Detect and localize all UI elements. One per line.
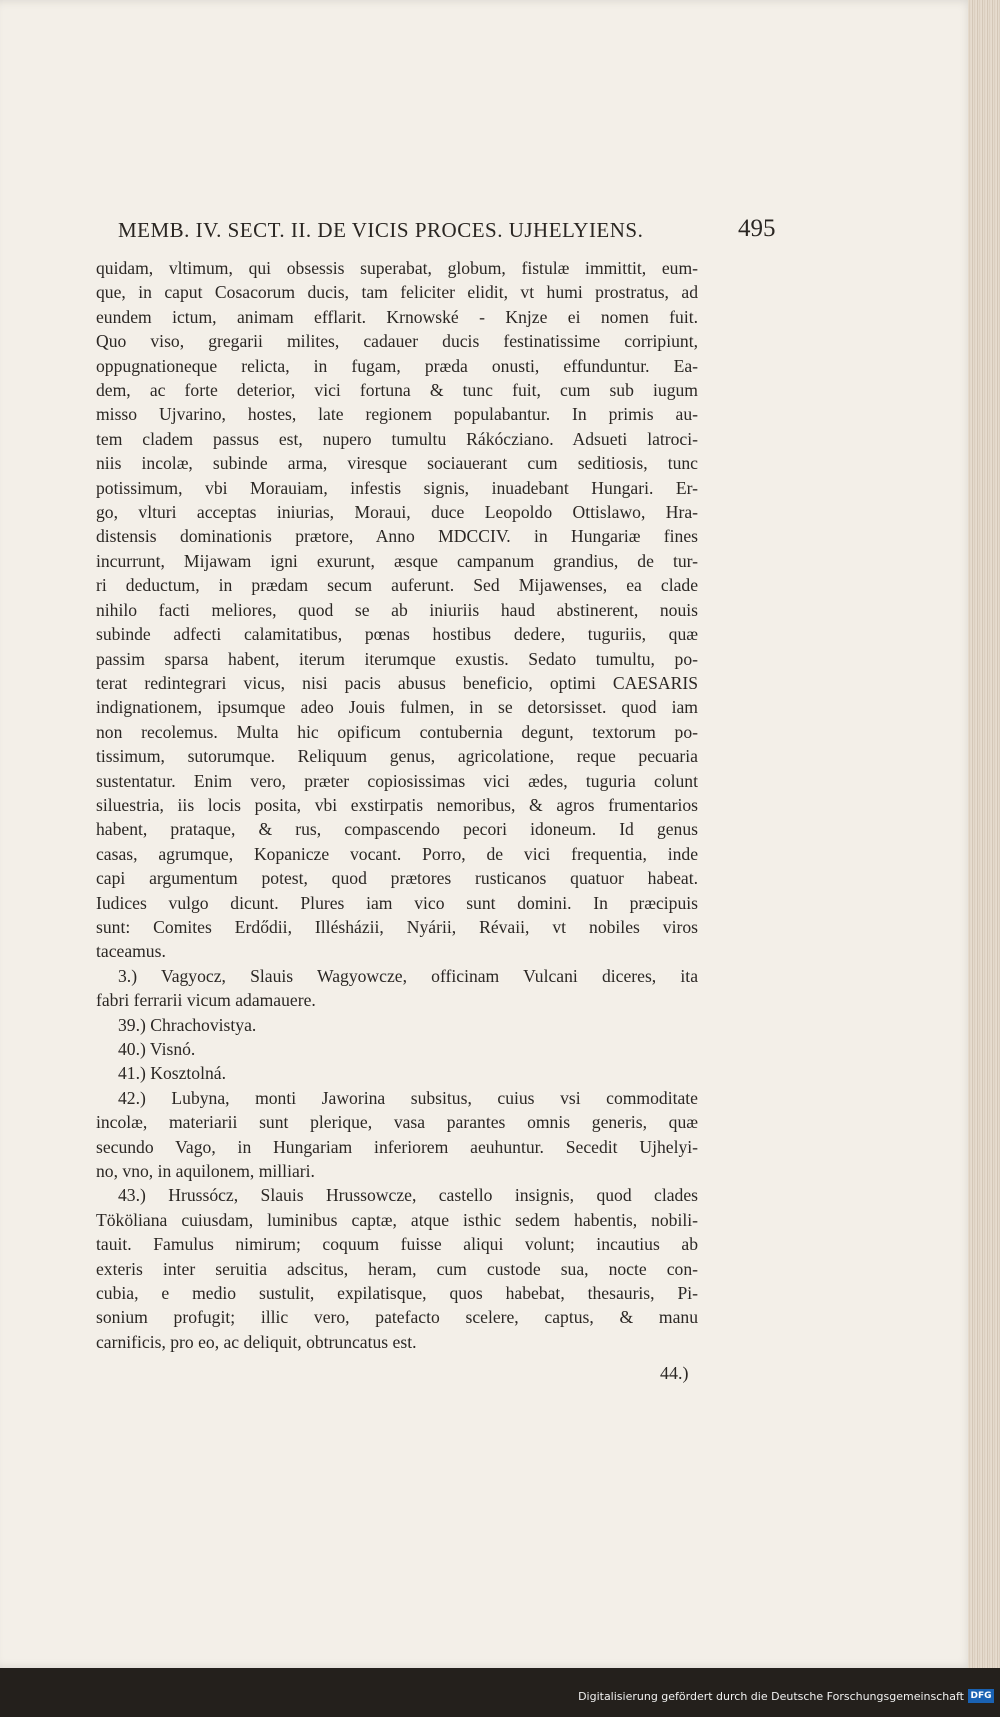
text-line: terat redintegrari vicus, nisi pacis abusus beneficio, optimi CAESARIS [96, 672, 698, 693]
text-line: indignationem, ipsumque adeo Jouis fulmen, in se detorsisset. quod iam [96, 697, 698, 718]
text-line: siluestria, iis locis posita, vbi exstirpatis nemoribus, & agros frumentarios [96, 794, 698, 815]
text-line: go, vlturi acceptas iniurias, Moraui, duce Leopoldo Ottislawo, Hra- [96, 502, 698, 523]
text-line: capi argumentum potest, quod prætores rusticanos quatuor habeat. [96, 868, 698, 889]
text-line: ri deductum, in prædam secum auferunt. Sed Mijawenses, ea clade [96, 575, 698, 596]
main-paragraph [96, 256, 698, 964]
entry-42 [96, 1086, 698, 1184]
text-line: non recolemus. Multa hic opificum contubernia degunt, textorum po- [96, 721, 698, 742]
text-line: 39.) Chrachovistya. [118, 1014, 257, 1035]
text-line: nihilo facti meliores, quod se ab iniuriis haud abstinerent, nouis [96, 599, 698, 620]
text-line: habent, prataque, & rus, compascendo pecori idoneum. Id genus [96, 819, 698, 840]
text-line: Iudices vulgo dicunt. Plures iam vico sunt domini. In præcipuis [96, 892, 698, 913]
text-line: 43.) Hrussócz, Slauis Hrussowcze, castello insignis, quod clades [118, 1185, 698, 1206]
body-text [96, 256, 698, 1354]
footer-credit: Digitalisierung gefördert durch die Deutsche Forschungsgemeinschaft [578, 1690, 964, 1703]
text-line: 3.) Vagyocz, Slauis Wagyowcze, officinam Vulcani diceres, ita [118, 965, 698, 986]
text-line: casas, agrumque, Kopanicze vocant. Porro, de vici frequentia, inde [96, 843, 698, 864]
text-line: passim sparsa habent, iterum iterumque exustis. Sedato tumultu, po- [96, 648, 698, 669]
text-line: quidam, vltimum, qui obsessis superabat, globum, fistulæ immittit, eum- [96, 258, 698, 278]
text-line: que, in caput Cosacorum ducis, tam feliciter elidit, vt humi prostratus, ad [96, 282, 698, 303]
text-line: distensis dominationis prætore, Anno MDCCIV. in Hungariæ fines [96, 526, 698, 547]
text-line: exteris inter seruitia adscitus, heram, cum custode sua, nocte con- [96, 1258, 698, 1279]
text-line: niis incolæ, subinde arma, viresque sociauerant cum seditiosis, tunc [96, 453, 698, 474]
text-line: Tököliana cuiusdam, luminibus captæ, atque isthic sedem habentis, nobili- [96, 1209, 698, 1230]
text-line: Quo viso, gregarii milites, cadauer ducis festinatissime corripiunt, [96, 331, 698, 352]
text-line: sunt: Comites Erdődii, Illésházii, Nyárii, Révaii, vt nobiles viros [96, 916, 698, 937]
text-line: incolæ, materiarii sunt plerique, vasa parantes omnis generis, quæ [96, 1112, 698, 1133]
text-line: 41.) Kosztolná. [118, 1063, 226, 1084]
text-line: misso Ujvarino, hostes, late regionem populabantur. In primis au- [96, 404, 698, 425]
text-line: oppugnationeque relicta, in fugam, præda onusti, effunduntur. Ea- [96, 355, 698, 376]
text-line: carnificis, pro eo, ac deliquit, obtruncatus est. [96, 1331, 417, 1352]
text-line: incurrunt, Mijawam igni exurunt, æsque campanum grandius, de tur- [96, 550, 698, 571]
text-line: secundo Vago, in Hungariam inferiorem aeuhuntur. Secedit Ujhelyi- [96, 1136, 698, 1157]
footer-bar [0, 1668, 1000, 1717]
text-line: cubia, e medio sustulit, expilatisque, quos habebat, thesauris, Pi- [96, 1283, 698, 1304]
text-line: 42.) Lubyna, monti Jaworina subsitus, cuius vsi commoditate [118, 1087, 698, 1108]
text-line: no, vno, in aquilonem, milliari. [96, 1161, 315, 1182]
text-line: 40.) Visnó. [118, 1039, 196, 1059]
entry-3 [96, 964, 698, 1013]
text-line: subinde adfecti calamitatibus, pœnas hostibus dedere, tuguriis, quæ [96, 624, 698, 645]
entry-43 [96, 1183, 698, 1354]
entry-41 [96, 1061, 698, 1085]
page-number: 495 [738, 215, 776, 242]
text-line: tem cladem passus est, nupero tumultu Rákócziano. Adsueti latroci- [96, 428, 698, 449]
running-title: MEMB. IV. SECT. II. DE VICIS PROCES. UJHELYIENS. [118, 218, 644, 242]
text-line: dem, ac forte deterior, vici fortuna & tunc fuit, cum sub iugum [96, 380, 698, 401]
text-line: taceamus. [96, 941, 166, 962]
text-line: tauit. Famulus nimirum; coquum fuisse aliqui volunt; incautius ab [96, 1234, 698, 1255]
page-edge [968, 0, 1000, 1668]
entry-39 [96, 1013, 698, 1037]
text-line: fabri ferrarii vicum adamauere. [96, 990, 316, 1011]
catchword: 44.) [660, 1363, 689, 1383]
text-line: tissimum, sutorumque. Reliquum genus, agricolatione, reque pecuaria [96, 746, 698, 767]
text-line: potissimum, vbi Morauiam, infestis signis, inuadebant Hungari. Er- [96, 477, 698, 498]
text-line: eundem ictum, animam efflarit. Krnowské - Knjze ei nomen fuit. [96, 306, 698, 327]
text-line: sustentatur. Enim vero, præter copiosissimas vici ædes, tuguria colunt [96, 770, 698, 791]
text-line: sonium profugit; illic vero, patefacto scelere, captus, & manu [96, 1307, 698, 1328]
dfg-logo-icon: DFG [968, 1689, 994, 1703]
entry-40 [96, 1037, 698, 1061]
